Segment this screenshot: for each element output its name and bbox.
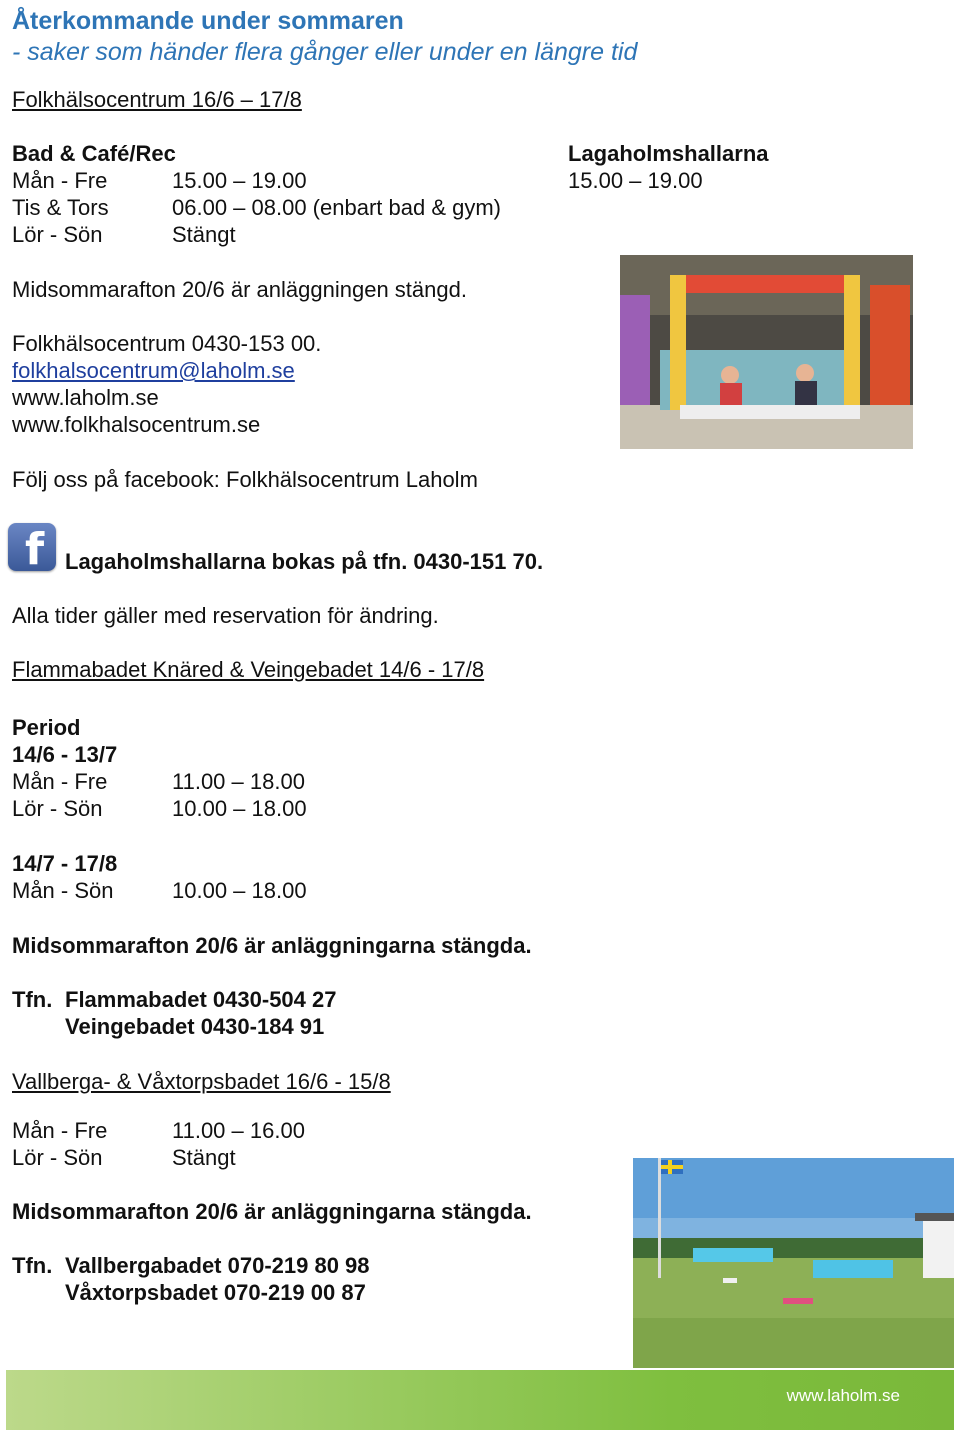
hours-day: Lör - Sön: [12, 796, 103, 821]
midsommar-notice: Midsommarafton 20/6 är anläggningen stängd.: [12, 277, 467, 302]
hours-day: Mån - Fre: [12, 168, 108, 193]
folkhalsocentrum-heading: Folkhälsocentrum 16/6 – 17/8: [12, 87, 302, 112]
email-link[interactable]: folkhalsocentrum@laholm.se: [12, 358, 295, 383]
hours-time: 11.00 – 18.00: [172, 769, 305, 794]
page-title: Återkommande under sommaren: [12, 7, 404, 35]
hours-day: Lör - Sön: [12, 222, 103, 247]
phone-flammabadet: Flammabadet 0430-504 27: [65, 987, 337, 1012]
reservation-text: Alla tider gäller med reservation för ändring.: [12, 603, 439, 628]
period-1: 14/6 - 13/7: [12, 742, 118, 767]
midsommar-notice: Midsommarafton 20/6 är anläggningarna stängda.: [12, 933, 532, 958]
tfn-label: Tfn.: [12, 987, 53, 1012]
hours-time: Stängt: [172, 1145, 236, 1170]
lagaholmshallarna-time: 15.00 – 19.00: [568, 168, 703, 193]
facebook-icon[interactable]: [8, 523, 56, 575]
vallberga-heading: Vallberga- & Våxtorpsbadet 16/6 - 15/8: [12, 1069, 391, 1094]
hours-time: 11.00 – 16.00: [172, 1118, 305, 1143]
page-subtitle: - saker som händer flera gånger eller under en längre tid: [12, 38, 638, 66]
hours-day: Mån - Fre: [12, 769, 108, 794]
period-label: Period: [12, 715, 81, 740]
phone-vaxtorpsbadet: Våxtorpsbadet 070-219 00 87: [65, 1280, 366, 1305]
bad-cafe-label: Bad & Café/Rec: [12, 141, 176, 166]
outdoor-pool-photo: [633, 1158, 954, 1368]
midsommar-notice: Midsommarafton 20/6 är anläggningarna stängda.: [12, 1199, 532, 1224]
facebook-text: Följ oss på facebook: Folkhälsocentrum Laholm: [12, 467, 478, 492]
web-folkhalsocentrum[interactable]: www.folkhalsocentrum.se: [12, 412, 261, 437]
facebook-logo-letter: f: [25, 524, 45, 575]
hours-time: 15.00 – 19.00: [172, 168, 307, 193]
phone-veingebadet: Veingebadet 0430-184 91: [65, 1014, 325, 1039]
tfn-label: Tfn.: [12, 1253, 53, 1278]
booking-text: Lagaholmshallarna bokas på tfn. 0430-151 70.: [65, 549, 544, 574]
indoor-pool-photo: [620, 255, 913, 449]
hours-time: 06.00 – 08.00 (enbart bad & gym): [172, 195, 501, 220]
hours-day: Lör - Sön: [12, 1145, 103, 1170]
hours-day: Tis & Tors: [12, 195, 109, 220]
hours-time: Stängt: [172, 222, 236, 247]
phone-vallbergabadet: Vallbergabadet 070-219 80 98: [65, 1253, 370, 1278]
footer-url[interactable]: www.laholm.se: [786, 1386, 900, 1405]
hours-day: Mån - Sön: [12, 878, 114, 903]
hours-time: 10.00 – 18.00: [172, 796, 307, 821]
flammabadet-heading: Flammabadet Knäred & Veingebadet 14/6 - 17/8: [12, 657, 485, 682]
web-laholm[interactable]: www.laholm.se: [12, 385, 159, 410]
hours-time: 10.00 – 18.00: [172, 878, 307, 903]
hours-day: Mån - Fre: [12, 1118, 108, 1143]
period-2: 14/7 - 17/8: [12, 851, 118, 876]
lagaholmshallarna-label: Lagaholmshallarna: [568, 141, 769, 166]
footer-bar: [6, 1370, 954, 1430]
phone-text: Folkhälsocentrum 0430-153 00.: [12, 331, 322, 356]
